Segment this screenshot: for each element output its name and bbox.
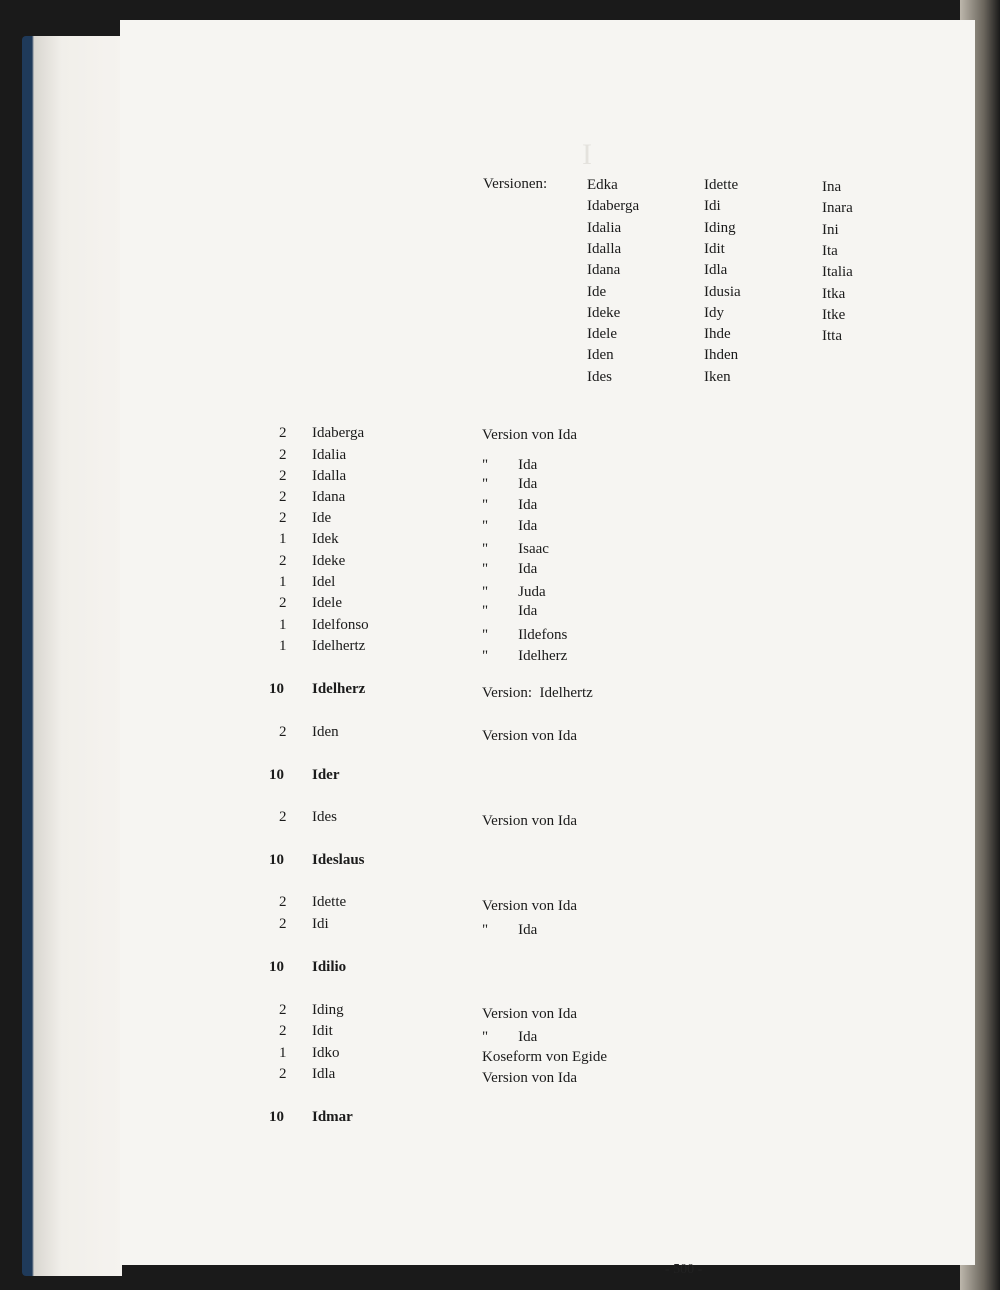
version-name: Itta xyxy=(822,328,842,345)
entry-number: 2 xyxy=(279,510,287,526)
book-page xyxy=(120,20,975,1277)
entry-name: Ides xyxy=(312,809,337,825)
entry-description: " Isaac xyxy=(482,541,549,557)
version-name: Ihde xyxy=(704,326,731,343)
entry-description: " Ida xyxy=(482,518,538,534)
version-name: Iden xyxy=(587,347,614,364)
entry-number: 10 xyxy=(269,959,284,975)
version-name: Idit xyxy=(704,240,725,257)
entry-number: 2 xyxy=(279,916,287,932)
entry-name: Idette xyxy=(312,894,347,910)
version-name: Itka xyxy=(822,285,846,302)
entry-description: Version von Ida xyxy=(482,1006,577,1022)
version-name: Idalia xyxy=(587,219,622,236)
entry-number: 2 xyxy=(279,447,287,463)
entry-description: Version von Ida xyxy=(482,728,577,744)
versionen-label: Versionen: xyxy=(483,176,548,192)
version-name: Ideke xyxy=(587,304,621,321)
entry-number: 2 xyxy=(279,724,287,740)
version-name: Italia xyxy=(822,264,853,281)
version-name: Idele xyxy=(587,326,617,343)
entry-description: Version von Ida xyxy=(482,898,577,914)
entry-description: " Ida xyxy=(482,1029,538,1045)
entry-number: 10 xyxy=(269,767,284,783)
entry-description: " Ildefons xyxy=(482,627,568,643)
version-name: Idy xyxy=(704,304,724,321)
version-name: Ini xyxy=(822,221,839,238)
entry-description: Version von Ida xyxy=(482,427,577,443)
entry-number: 1 xyxy=(279,617,287,633)
entry-description: " Ida xyxy=(482,603,538,619)
entry-number: 2 xyxy=(279,553,287,569)
entry-name: Idko xyxy=(312,1045,340,1061)
entry-name: Idek xyxy=(312,531,339,547)
entry-name: Idana xyxy=(312,489,346,505)
entry-number: 2 xyxy=(279,809,287,825)
version-name: Idalla xyxy=(587,240,622,257)
entry-name: Iding xyxy=(312,1002,344,1018)
entry-description: " Ida xyxy=(482,922,538,938)
version-name: Ides xyxy=(587,368,612,385)
entry-name: Idalla xyxy=(312,468,347,484)
entry-number: 1 xyxy=(279,574,287,590)
entry-name: Idelherz xyxy=(312,681,366,697)
entry-description: " Ida xyxy=(482,476,538,492)
entry-description: Version: Idelhertz xyxy=(482,685,593,701)
version-name: Ihden xyxy=(704,347,739,364)
entry-number: 2 xyxy=(279,425,287,441)
entry-number: 2 xyxy=(279,1066,287,1082)
entry-number: 2 xyxy=(279,595,287,611)
version-name: Ide xyxy=(587,283,607,300)
entry-number: 1 xyxy=(279,638,287,654)
entry-number: 2 xyxy=(279,1023,287,1039)
version-name: Idette xyxy=(704,177,739,193)
entry-number: 2 xyxy=(279,894,287,910)
version-name: Ina xyxy=(822,179,842,195)
entry-description: " Juda xyxy=(482,584,546,600)
entry-name: Idel xyxy=(312,574,336,590)
entry-number: 2 xyxy=(279,468,287,484)
version-name: Edka xyxy=(587,177,618,193)
bleed-through-letter: I xyxy=(582,138,592,171)
version-name: Iken xyxy=(704,368,731,385)
entry-name: Ider xyxy=(312,767,340,783)
entry-description: Version von Ida xyxy=(482,1070,577,1086)
entry-name: Ideslaus xyxy=(312,852,365,868)
entry-name: Idelhertz xyxy=(312,638,366,654)
entry-description: Version von Ida xyxy=(482,813,577,829)
entry-name: Iden xyxy=(312,724,339,740)
entry-name: Idaberga xyxy=(312,425,365,441)
entry-description: " Idelherz xyxy=(482,648,568,664)
entry-number: 10 xyxy=(269,681,284,697)
entry-number: 10 xyxy=(269,1109,284,1125)
version-name: Idusia xyxy=(704,283,741,300)
entry-name: Idi xyxy=(312,916,329,932)
entry-name: Idit xyxy=(312,1023,333,1039)
version-name: Idaberga xyxy=(587,198,640,215)
entry-number: 1 xyxy=(279,1045,287,1061)
entry-name: Idalia xyxy=(312,447,347,463)
version-name: Idi xyxy=(704,198,721,215)
entry-name: Idele xyxy=(312,595,342,611)
entry-description: Koseform von Egide xyxy=(482,1049,607,1065)
version-name: Idana xyxy=(587,262,621,279)
entry-description: " Ida xyxy=(482,497,538,513)
entry-name: Idmar xyxy=(312,1109,353,1125)
entry-number: 1 xyxy=(279,531,287,547)
page-number: - 500 - xyxy=(665,1262,703,1277)
version-name: Itke xyxy=(822,306,846,323)
version-name: Idla xyxy=(704,262,728,279)
entry-number: 10 xyxy=(269,852,284,868)
book-edge xyxy=(22,36,122,1276)
version-name: Ita xyxy=(822,242,838,259)
entry-name: Ideke xyxy=(312,553,346,569)
entry-description: " Ida xyxy=(482,561,538,577)
version-name: Inara xyxy=(822,200,853,217)
entry-name: Idelfonso xyxy=(312,617,369,633)
entry-description: " Ida xyxy=(482,457,538,473)
entry-name: Idilio xyxy=(312,959,347,975)
version-name: Iding xyxy=(704,219,736,236)
entry-name: Idla xyxy=(312,1066,336,1082)
entry-name: Ide xyxy=(312,510,332,526)
entry-number: 2 xyxy=(279,489,287,505)
entry-number: 2 xyxy=(279,1002,287,1018)
